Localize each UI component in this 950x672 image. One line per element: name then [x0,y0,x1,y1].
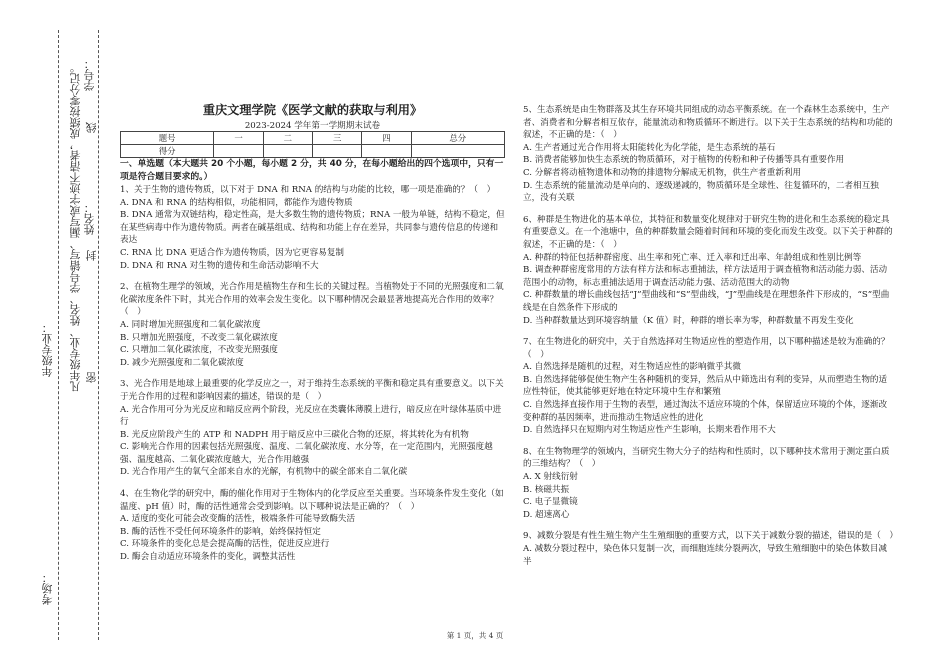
question-stem: 7、在生物进化的研究中，关于自然选择对生物适应性的塑造作用，以下哪种描述是较为准确的？（ ） [523,337,890,360]
score-header-cell: 题号 [121,132,214,145]
question-option: B. 酶的活性不受任何环境条件的影响，始终保持恒定 [120,526,321,537]
question-option: D. 生态系统的能量流动是单向的、逐级递减的，物质循环是全球性、往复循环的，二者相互独立，没有关联 [523,180,879,204]
question-option: D. DNA 和 RNA 对生物的遗传和生命活动影响不大 [120,260,319,271]
question-option: C. 分解者将动植物遗体和动物的排遗物分解成无机物，供生产者重新利用 [523,167,802,178]
question-option: A. 同时增加光照强度和二氧化碳浓度 [120,319,261,330]
binding-notice: 凡年级专业、姓名、学号错写、漏写或字迹不清者，成绩按零分记。 [69,62,82,392]
score-cell [214,145,263,158]
question-stem: 3、光合作用是地球上最重要的化学反应之一，对于维持生态系统的平衡和稳定具有重要意义。以下关于光合作用的过程和影响因素的描述，错误的是（ ） [120,379,504,402]
grade-major-label: 年级专业： [41,322,54,377]
page-footer: 第 1 页，共 4 页 [446,631,504,640]
question-option: C. RNA 比 DNA 更适合作为遗传物质，因为它更容易复制 [120,247,345,258]
score-header-cell: 四 [362,132,411,145]
score-table [120,131,505,158]
seal-mark-a: 密 [85,372,98,383]
question-option: D. 光合作用产生的氧气全部来自水的光解，有机物中的碳全部来自二氧化碳 [120,467,408,478]
binding-margin [0,0,110,672]
question-option: B. DNA 通常为双链结构，稳定性高，是大多数生物的遗传物质；RNA 一般为单链，结构不稳定，但在某些病毒中作为遗传物质。两者在碱基组成、结构和功能上存在差异，共同参与遗传信息的传递和表达 [120,210,505,246]
right-question-list [523,104,899,568]
question-option: A. 自然选择是随机的过程，对生物适应性的影响微乎其微 [523,362,741,373]
question-option: D. 酶会自动适应环境条件的变化，调整其活性 [120,552,296,563]
question-option: B. 光反应阶段产生的 ATP 和 NADPH 用于暗反应中三碳化合物的还原，将其转化为有机物 [120,429,469,440]
question-stem: 1、关于生物的遗传物质，以下对于 DNA 和 RNA 的结构与功能的比较，哪一项是准确的？（ ） [120,185,496,195]
left-column [120,158,505,564]
question-stem: 6、种群是生物进化的基本单位，其特征和数量变化规律对于研究生物的进化和生态系统的稳定具有重要意义。在一个池塘中，鱼的种群数量会随着时间和环境的变化而发生改变。以下关于种群的叙述，不正确的是：（ ） [523,214,893,250]
question-option: C. 影响光合作用的因素包括光照强度、温度、二氧化碳浓度、水分等，在一定范围内，光照强度越强、温度越高、二氧化碳浓度越大，光合作用越强 [120,442,493,465]
question-stem: 4、在生物化学的研究中，酶的催化作用对于生物体内的化学反应至关重要。当环境条件发生变化（如温度、pH 值）时，酶的活性通常会受到影响。以下哪种说法是正确的？（ ） [120,489,504,512]
score-table-score-row [121,145,505,158]
question-option: C. 环境条件的变化总是会提高酶的活性，促进反应进行 [120,539,330,550]
score-table-header-row [121,132,505,145]
question-option: D. 减少光照强度和二氧化碳浓度 [120,357,244,368]
question-stem: 8、在生物物理学的领域内，当研究生物大分子的结构和性质时，以下哪种技术常用于测定蛋白质的三维结构？（ ） [523,446,890,470]
score-header-cell: 一 [214,132,263,145]
question-option: A. 减数分裂过程中，染色体只复制一次，而细胞连续分裂两次，导致生殖细胞中的染色体数目减半 [523,544,888,567]
seal-dashed-line-inner [58,30,59,640]
question-option: C. 种群数量的增长曲线包括“J”型曲线和“S”型曲线，“J”型曲线是在理想条件下形成的，“S”型曲线是在自然条件下形成的 [523,290,890,313]
question-option: A. 适度的变化可能会改变酶的活性，极端条件可能导致酶失活 [120,514,356,525]
question-stem: 2、在植物生理学的领域，光合作用是植物生存和生长的关键过程。当植物处于不同的光照强度和二氧化碳浓度条件下时，其光合作用的效率会发生变化。以下哪种情况会最显著地提高光合作用的效率？（ ） [120,282,504,318]
score-cell [312,145,361,158]
student-id-label: 学号： [83,58,96,91]
question-option: A. 种群的特征包括种群密度、出生率和死亡率、迁入率和迁出率、年龄组成和性别比例等 [523,252,862,263]
score-cell [411,145,504,158]
seal-mark-c: 线 [85,122,98,133]
left-question-list [120,184,505,564]
section-heading: 一、单选题（本大题共 20 个小题，每小题 2 分，共 40 分，在每小题给出的四个选项中，只有一项是符合题目要求的。） [120,159,504,182]
question-option: C. 电子显微镜 [523,497,578,508]
score-cell [263,145,312,158]
question-option: C. 只增加二氧化碳浓度，不改变光照强度 [120,345,278,356]
question-option: A. 光合作用可分为光反应和暗反应两个阶段，光反应在类囊体薄膜上进行，暗反应在叶绿体基质中进行 [120,404,502,428]
question-stem: 9、减数分裂是有性生殖生物产生生殖细胞的重要方式，以下关于减数分裂的描述，错误的是（ ） [523,531,899,542]
exam-subtitle: 2023-2024 学年第一学期期末试卷 [244,121,381,131]
question-option: D. 当种群数量达到环境容纳量（K 值）时，种群的增长率为零，种群数量不再发生变化 [523,315,854,326]
question-option: B. 只增加光照强度，不改变二氧化碳浓度 [120,332,278,343]
question-option: B. 调查种群密度常用的方法有样方法和标志重捕法，样方法适用于调查植物和活动能力弱、活动范围小的动物，标志重捕法适用于调查活动能力强、活动范围大的动物 [523,265,888,288]
score-row-label: 得分 [121,145,214,158]
question-option: A. DNA 和 RNA 的结构相似，功能相同，都能作为遗传物质 [120,197,353,208]
question-stem: 5、生态系统是由生物群落及其生存环境共同组成的动态平衡系统。在一个森林生态系统中，生产者、消费者和分解者相互依存，能量流动和物质循环不断进行。以下关于生态系统的结构和功能的叙述，不正确的是：（ ） [523,105,893,141]
question-option: A. 生产者通过光合作用将太阳能转化为化学能，是生态系统的基石 [523,142,776,153]
question-option: D. 自然选择只在短期内对生物适应性产生影响，长期来看作用不大 [523,425,776,436]
question-option: B. 自然选择能够促使生物产生各种随机的变异，然后从中筛选出有利的变异，从而塑造生物的适应性特征，使其能够更好地在特定环境中生存和繁殖 [523,374,888,398]
question-option: A. X 射线衍射 [523,472,578,483]
right-column [523,104,899,568]
question-option: D. 超速离心 [523,509,570,520]
question-option: B. 核磁共振 [523,484,570,495]
question-option: C. 自然选择直接作用于生物的表型，通过淘汰不适应环境的个体，保留适应环境的个体，逐渐改变种群的基因频率，进而推动生物适应性的进化 [523,400,888,423]
name-label: 姓名： [83,202,96,235]
seal-mark-b: 封 [85,250,98,261]
score-cell [362,145,411,158]
score-header-cell: 总分 [411,132,504,145]
score-header-cell: 二 [263,132,312,145]
score-header-cell: 三 [312,132,361,145]
exam-title: 重庆文理学院《医学文献的获取与利用》 [202,103,423,117]
exam-room-label: 考场： [41,572,54,605]
question-option: B. 消费者能够加快生态系统的物质循环，对于植物的传粉和种子传播等具有重要作用 [523,155,845,166]
seal-dashed-line [98,30,99,640]
